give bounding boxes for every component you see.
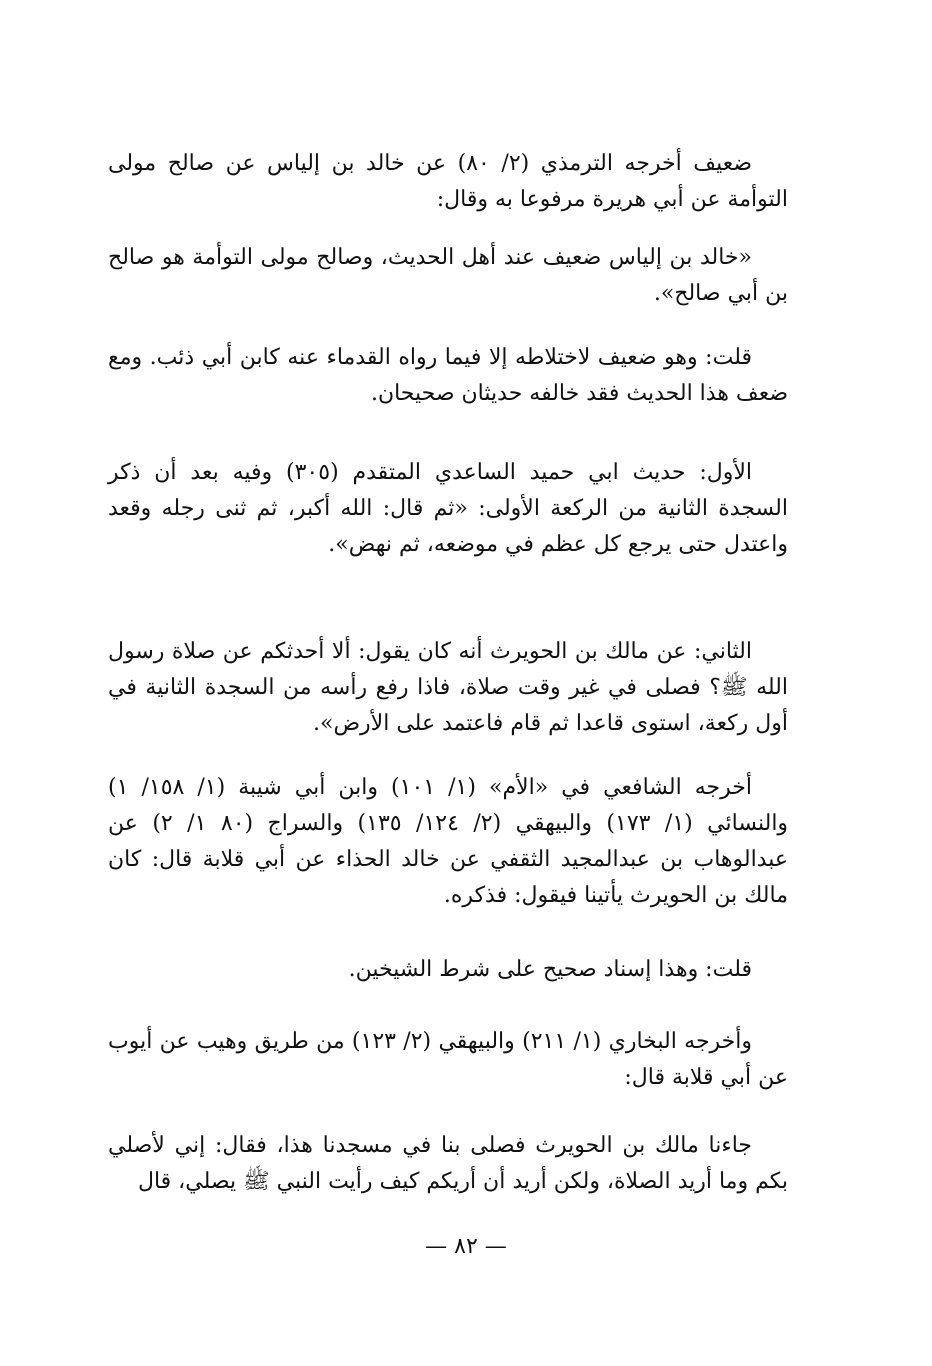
paragraph-9: جاءنا مالك بن الحويرث فصلى بنا في مسجدنا هذا، فقال: إني لأصلي بكم وما أريد الصلاة، ولكن أريد أن أريكم كيف رأيت النبي ﷺ يصلي، قال <box>108 1133 788 1194</box>
paragraph-4: الأول: حديث ابي حميد الساعدي المتقدم (٣٠٥) وفيه بعد أن ذكر السجدة الثانية من الركعة الأولى: «ثم قال: الله أكبر، ثم ثنى رجله وقعد واعتدل حتى يرجع كل عظم في موضعه، ثم نهض». <box>108 460 788 557</box>
paragraph-2-quote: «خالد بن إلياس ضعيف عند أهل الحديث، وصالح مولى التوأمة هو صالح بن أبي صالح». <box>108 245 788 306</box>
paragraph-8: وأخرجه البخاري (١/ ٢١١) والبيهقي (٢/ ١٢٣) من طريق وهيب عن أيوب عن أبي قلابة قال: <box>108 1029 788 1090</box>
paragraph-1: ضعيف أخرجه الترمذي (٢/ ٨٠) عن خالد بن إلياس عن صالح مولى التوأمة عن أبي هريرة مرفوعا به وقال: <box>108 151 788 212</box>
paragraph-6: أخرجه الشافعي في «الأم» (١/ ١٠١) وابن أبي شيبة (١/ ١٥٨/ ١) والنسائي (١/ ١٧٣) والبيهقي (٢/ ١٢٤/ ١٣٥) والسراج (٨٠ ١/ ٢) عن عبدالوهاب بن عبدالمجيد الثقفي عن خالد الحذاء عن أبي قلابة قال: كان مالك بن الحويرث يأتينا فيقول: فذكره. <box>108 775 789 908</box>
page-number: — ٨٢ — <box>425 1234 507 1259</box>
paragraph-3: قلت: وهو ضعيف لاختلاطه إلا فيما رواه القدماء عنه كابن أبي ذئب. ومع ضعف هذا الحديث فقد خالفه حديثان صحيحان. <box>108 345 788 406</box>
paragraph-7: قلت: وهذا إسناد صحيح على شرط الشيخين. <box>348 957 752 982</box>
paragraph-5: الثاني: عن مالك بن الحويرث أنه كان يقول: ألا أحدثكم عن صلاة رسول الله ﷺ؟ فصلى في غير وقت صلاة، فاذا رفع رأسه من السجدة الثانية في أول ركعة، استوى قاعدا ثم قام فاعتمد على الأرض». <box>108 639 788 736</box>
